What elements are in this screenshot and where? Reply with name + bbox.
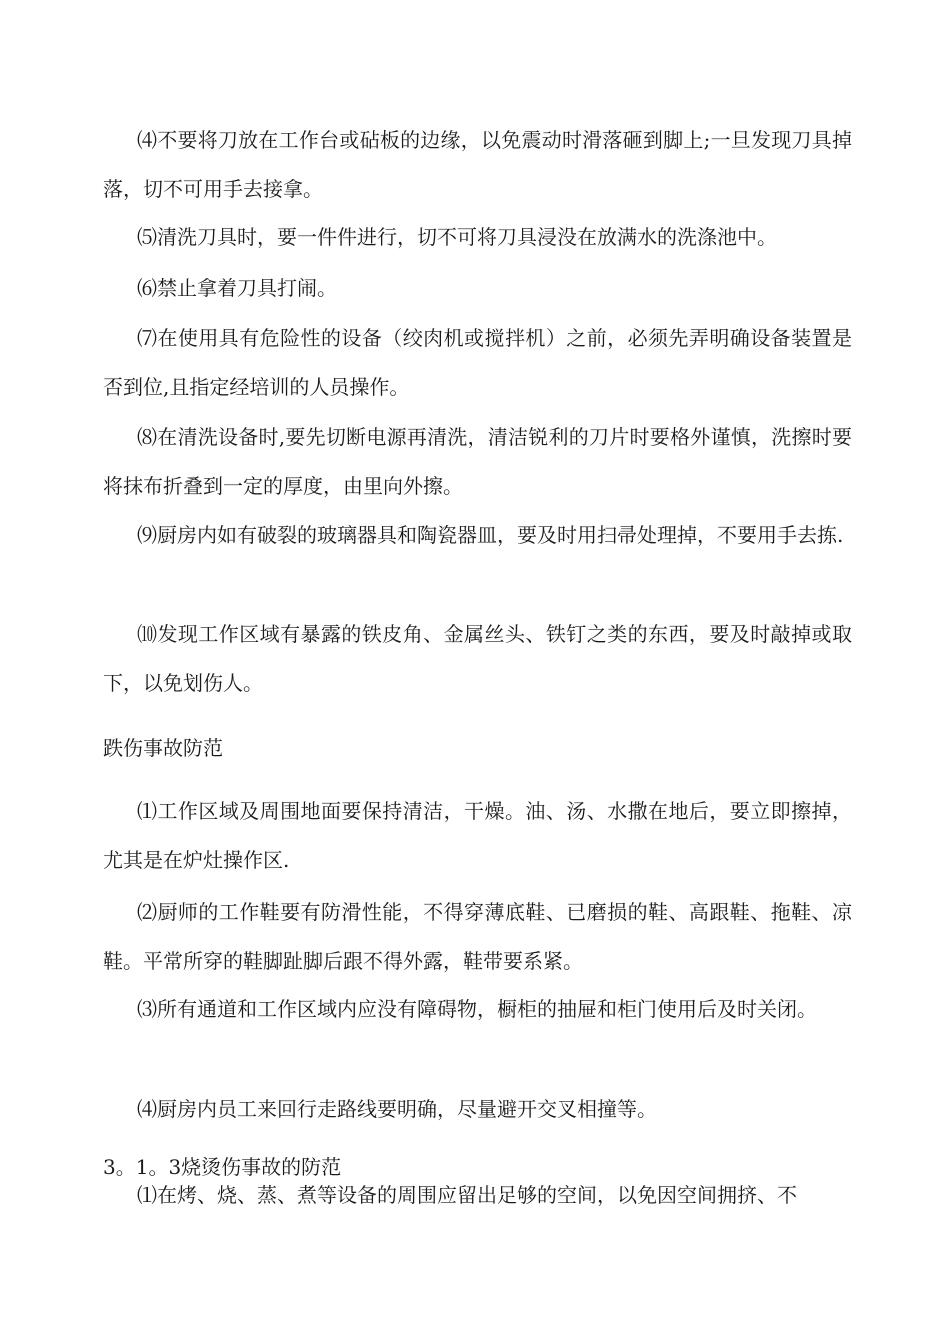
fall-item-2: ⑵厨师的工作鞋要有防滑性能，不得穿薄底鞋、已磨损的鞋、高跟鞋、拖鞋、凉鞋。平常所穿的鞋脚趾脚后跟不得外露，鞋带要系紧。: [103, 900, 852, 973]
fall-item-3: ⑶所有通道和工作区域内应没有障碍物，橱柜的抽屉和柜门使用后及时关闭。: [137, 997, 817, 1021]
knife-item-4: ⑷不要将刀放在工作台或砧板的边缘，以免震动时滑落砸到脚上;一旦发现刀具掉落，切不可用手去接拿。: [103, 128, 852, 201]
section-heading-fall: 跌伤事故防范: [103, 736, 223, 760]
section-heading-burn: 3。1。3烧烫伤事故的防范: [103, 1155, 342, 1179]
knife-item-8: ⑻在清洗设备时,要先切断电源再清洗，清洁锐利的刀片时要格外谨慎，洗擦时要将抹布折叠到一定的厚度，由里向外擦。: [103, 425, 852, 498]
knife-item-5: ⑸清洗刀具时，要一件件进行，切不可将刀具浸没在放满水的洗涤池中。: [137, 225, 777, 249]
fall-item-1: ⑴工作区域及周围地面要保持清洁，干燥。油、汤、水撒在地后，要立即擦掉，尤其是在炉灶操作区.: [103, 799, 852, 872]
knife-item-9: ⑼厨房内如有破裂的玻璃器具和陶瓷器皿，要及时用扫帚处理掉，不要用手去拣.: [137, 523, 844, 547]
knife-item-7: ⑺在使用具有危险性的设备（绞肉机或搅拌机）之前，必须先弄明确设备装置是否到位,且指定经培训的人员操作。: [103, 326, 852, 399]
fall-item-4: ⑷厨房内员工来回行走路线要明确，尽量避开交叉相撞等。: [137, 1097, 657, 1121]
knife-item-6: ⑹禁止拿着刀具打闹。: [137, 276, 337, 300]
burn-item-1: ⑴在烤、烧、蒸、煮等设备的周围应留出足够的空间，以免因空间拥挤、不: [137, 1183, 797, 1207]
knife-item-10: ⑽发现工作区域有暴露的铁皮角、金属丝头、铁钉之类的东西，要及时敲掉或取下，以免划伤人。: [103, 622, 852, 695]
